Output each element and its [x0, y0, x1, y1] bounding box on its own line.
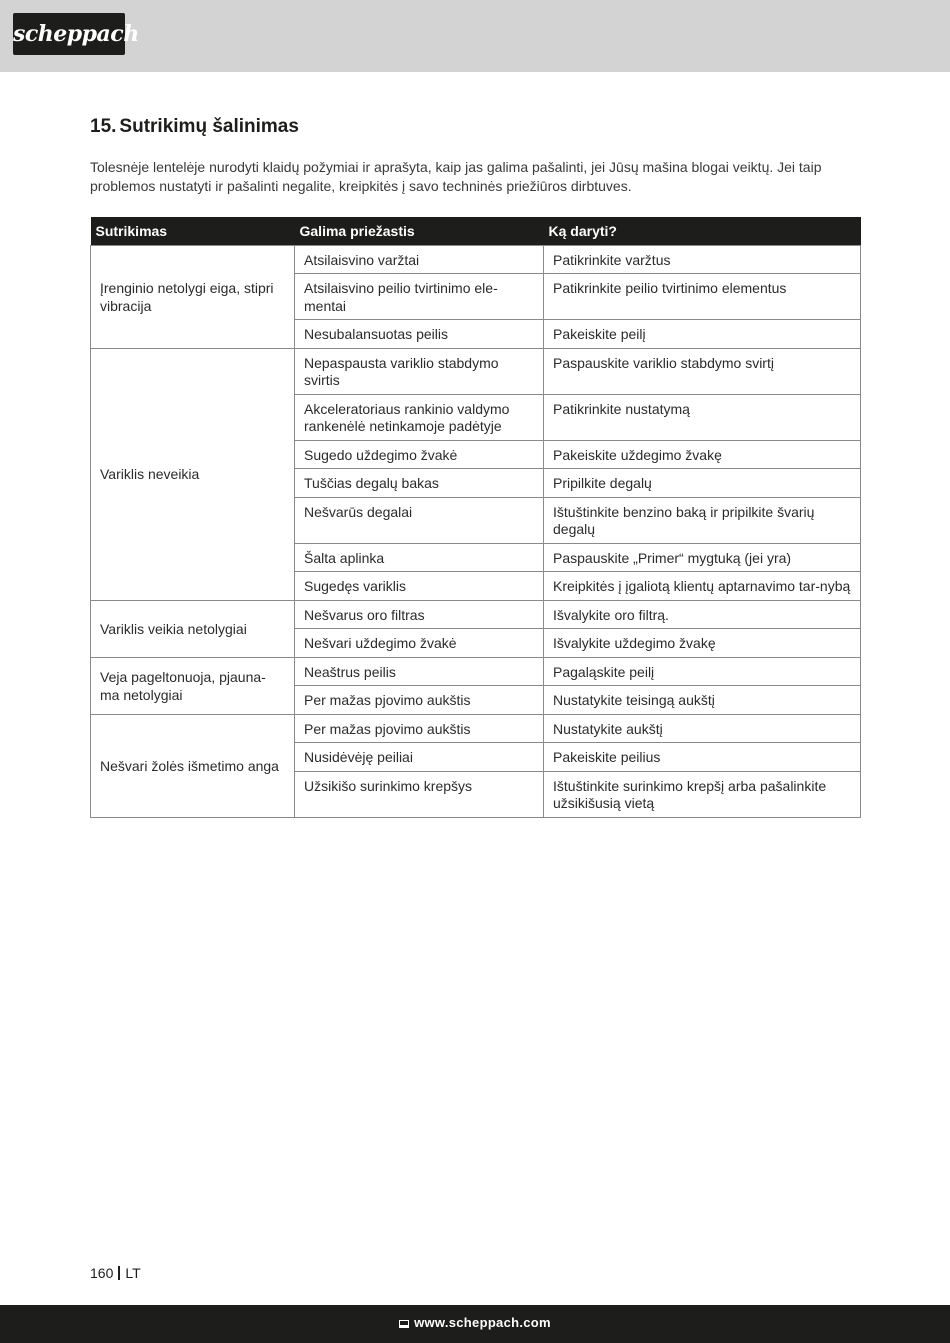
- problem-cell: Variklis neveikia: [91, 348, 295, 600]
- page-number-value: 160: [90, 1265, 114, 1281]
- action-cell: Nustatykite teisingą aukštį: [544, 686, 861, 715]
- table-row: [91, 657, 861, 686]
- problem-cell: Veja pageltonuoja, pjauna-ma netolygiai: [91, 657, 295, 714]
- cause-cell: Nesubalansuotas peilis: [295, 320, 544, 349]
- action-cell: Pakeiskite peilius: [544, 743, 861, 772]
- problem-cell: Variklis veikia netolygiai: [91, 600, 295, 657]
- action-cell: Pakeiskite peilį: [544, 320, 861, 349]
- language-code: LT: [125, 1265, 141, 1281]
- cause-cell: Nešvarus oro filtras: [295, 600, 544, 629]
- header-band: [0, 0, 950, 72]
- header-cause: Galima priežastis: [295, 217, 544, 245]
- action-cell: Paspauskite „Primer“ mygtuką (jei yra): [544, 543, 861, 572]
- cause-cell: Per mažas pjovimo aukštis: [295, 686, 544, 715]
- cause-cell: Šalta aplinka: [295, 543, 544, 572]
- action-cell: Pripilkite degalų: [544, 469, 861, 498]
- cause-cell: Nusidėvėję peiliai: [295, 743, 544, 772]
- logo-text: scheppach: [13, 21, 139, 47]
- cause-cell: Sugedęs variklis: [295, 572, 544, 601]
- action-cell: Patikrinkite varžtus: [544, 245, 861, 274]
- action-cell: Patikrinkite peilio tvirtinimo elementus: [544, 274, 861, 320]
- troubleshooting-table: [90, 217, 861, 818]
- footer-url: www.scheppach.com: [414, 1315, 551, 1330]
- cause-cell: Užsikišo surinkimo krepšys: [295, 771, 544, 817]
- section-title: [90, 116, 299, 138]
- cause-cell: Nešvari uždegimo žvakė: [295, 629, 544, 658]
- cause-cell: Tuščias degalų bakas: [295, 469, 544, 498]
- cause-cell: Per mažas pjovimo aukštis: [295, 714, 544, 743]
- cause-cell: Atsilaisvino peilio tvirtinimo ele-mentai: [295, 274, 544, 320]
- action-cell: Nustatykite aukštį: [544, 714, 861, 743]
- header-problem: Sutrikimas: [91, 217, 295, 245]
- cause-cell: Sugedo uždegimo žvakė: [295, 440, 544, 469]
- table-row: [91, 348, 861, 394]
- action-cell: Paspauskite variklio stabdymo svirtį: [544, 348, 861, 394]
- laptop-icon: [399, 1320, 409, 1328]
- action-cell: Pakeiskite uždegimo žvakę: [544, 440, 861, 469]
- cause-cell: Nepaspausta variklio stabdymo svirtis: [295, 348, 544, 394]
- cause-cell: Akceleratoriaus rankinio valdymo rankenėlė netinkamoje padėtyje: [295, 394, 544, 440]
- table-body: [91, 245, 861, 817]
- table-row: [91, 600, 861, 629]
- header-action: Ką daryti?: [544, 217, 861, 245]
- action-cell: Ištuštinkite benzino baką ir pripilkite švarių degalų: [544, 497, 861, 543]
- action-cell: Kreipkitės į įgaliotą klientų aptarnavimo tar-nybą: [544, 572, 861, 601]
- section-number: 15.: [90, 116, 117, 137]
- action-cell: Ištuštinkite surinkimo krepšį arba pašalinkite užsikišusią vietą: [544, 771, 861, 817]
- cause-cell: Neaštrus peilis: [295, 657, 544, 686]
- cause-cell: Nešvarūs degalai: [295, 497, 544, 543]
- page-number: [90, 1265, 141, 1281]
- cause-cell: Atsilaisvino varžtai: [295, 245, 544, 274]
- action-cell: Išvalykite oro filtrą.: [544, 600, 861, 629]
- scheppach-logo: [13, 13, 139, 55]
- action-cell: Patikrinkite nustatymą: [544, 394, 861, 440]
- table-row: [91, 714, 861, 743]
- table-header-row: [91, 217, 861, 245]
- footer-bar: [0, 1305, 950, 1343]
- action-cell: Pagaląskite peilį: [544, 657, 861, 686]
- section-title-text: Sutrikimų šalinimas: [119, 116, 299, 137]
- intro-paragraph: Tolesnėje lentelėje nurodyti klaidų požymiai ir aprašyta, kaip jas galima pašalinti, jei Jūsų mašina blogai veiktų. Jei taip problemos nustatyti ir pašalinti negalite, kreipkitės į savo techninės priežiūros dirbtuves.: [90, 159, 822, 194]
- problem-cell: Nešvari žolės išmetimo anga: [91, 714, 295, 817]
- problem-cell: Įrenginio netolygi eiga, stipri vibracija: [91, 245, 295, 348]
- table-row: [91, 245, 861, 274]
- page-separator: [118, 1266, 120, 1280]
- action-cell: Išvalykite uždegimo žvakę: [544, 629, 861, 658]
